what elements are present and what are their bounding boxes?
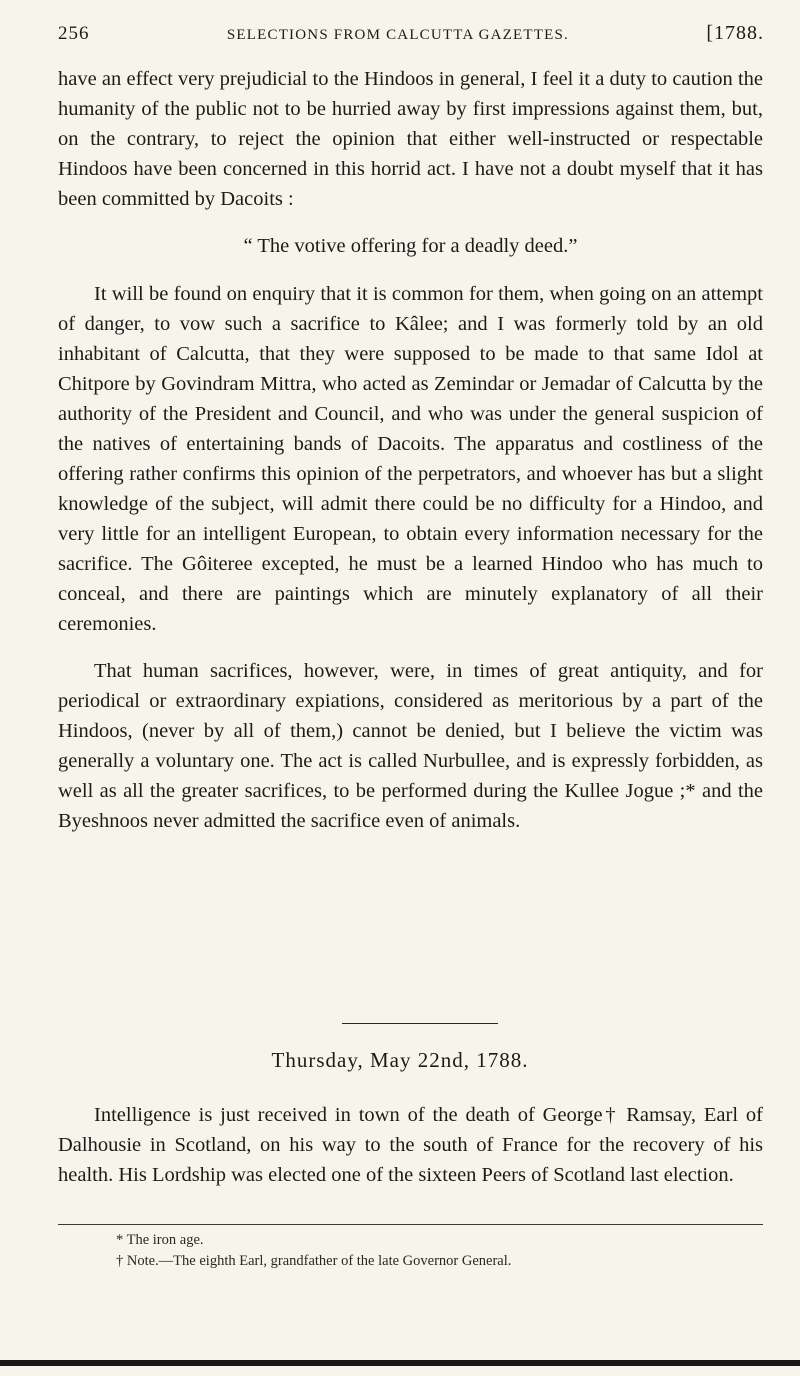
footnote-2: † Note.—The eighth Earl, grandfather of the late Governor General.	[116, 1253, 512, 1269]
section-divider	[342, 1023, 498, 1024]
footnote-1: * The iron age.	[116, 1232, 204, 1248]
paragraph-4: Intelligence is just received in town of the death of George† Ramsay, Earl of Dalhousie in Scotland, on his way to the south of France for the recovery of his health. His Lordship was elected one of the sixteen Peers of Scotland last election.	[58, 1104, 763, 1186]
footnote-rule	[58, 1224, 763, 1225]
page-bottom-edge	[0, 1360, 800, 1366]
footnotes	[58, 1230, 763, 1272]
running-title: SELECTIONS FROM CALCUTTA GAZETTES.	[226, 27, 569, 43]
dateline: Thursday, May 22nd, 1788.	[271, 1048, 529, 1072]
paragraph-3: That human sacrifices, however, were, in times of great antiquity, and for periodical or extraordinary expiations, considered as meritorious by a part of the Hindoos, (never by all of them,) cannot be denied, but I believe the victim was generally a voluntary one. The act is called Nurbullee, and is expressly forbidden, as well as all the greater sacrifices, to be performed during the Kullee Jogue ;* and the Byeshnoos never admitted the sacrifice even of animals.	[58, 660, 763, 832]
section-2	[58, 1100, 763, 1207]
page-number: 256	[58, 23, 90, 44]
header-year: [1788.	[706, 22, 764, 44]
running-header	[58, 22, 764, 45]
paragraph-1: have an effect very prejudicial to the Hindoos in general, I feel it a duty to caution the humanity of the public not to be hurried away by first impressions against them, but, on the contrary, to reject the opinion that either well-instructed or respectable Hindoos have been concerned in this horrid act. I have not a doubt myself that it has been committed by Dacoits :	[58, 68, 763, 210]
section-1	[58, 64, 763, 853]
quotation: “ The votive offering for a deadly deed.”	[243, 235, 578, 257]
paragraph-2: It will be found on enquiry that it is common for them, when going on an attempt of danger, to vow such a sacrifice to Kâlee; and I was formerly told by an old inhabitant of Calcutta, that they were supposed to be made to that same Idol at Chitpore by Govindram Mittra, who acted as Zemindar or Jemadar of Calcutta by the authority of the President and Council, and who was under the general suspicion of the natives of entertaining bands of Dacoits. The apparatus and costliness of the offering rather confirms this opinion of the perpetrators, and whoever has but a slight knowledge of the subject, will admit there could be no difficulty for a Hindoo, and very little for an intelligent European, to obtain every information necessary for the sacrifice. The Gôiteree excepted, he must be a learned Hindoo who has much to conceal, and there are paintings which are minutely explanatory of all their ceremonies.	[58, 283, 763, 635]
